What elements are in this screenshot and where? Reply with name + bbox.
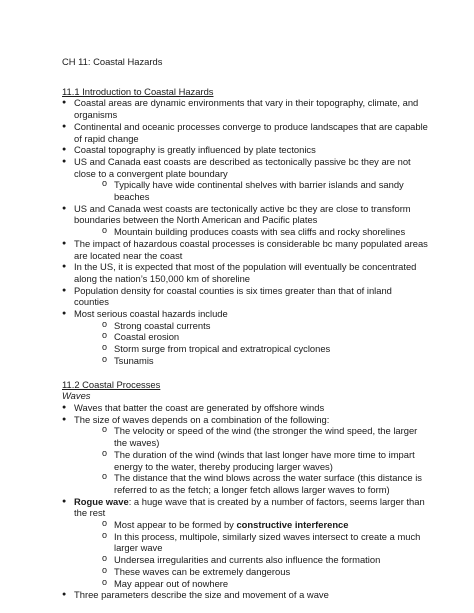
list-item: ● The impact of hazardous coastal processes is considerable bc many populated areas are located near the coast	[62, 238, 428, 261]
list-item-text: : a huge wave that is created by a number of factors, seems larger than the rest	[74, 495, 425, 519]
list-item-text: The size of waves depends on a combination of the following:	[74, 413, 330, 425]
bullet-list	[62, 97, 428, 366]
sub-list-item: o Strong coastal currents	[102, 320, 428, 332]
sub-list-item: o The velocity or speed of the wind (the stronger the wind speed, the larger the waves)	[102, 425, 428, 448]
bullet-list	[62, 402, 428, 601]
list-item-text: US and Canada west coasts are tectonically active bc they are close to transform boundaries between the North American and Pacific plates	[74, 202, 411, 226]
sub-list-item: o Tsunamis	[102, 355, 428, 367]
sub-list-item: o The duration of the wind (winds that last longer have more time to impart energy to the water, thereby producing larger waves)	[102, 449, 428, 472]
term-bold: constructive interference	[236, 519, 349, 531]
list-item	[62, 496, 428, 590]
list-item	[62, 414, 428, 496]
list-item-text: US and Canada east coasts are described as tectonically passive bc they are not close to a convergent plate boundary	[74, 155, 411, 179]
list-item	[62, 203, 428, 238]
list-item	[62, 156, 428, 203]
list-item: ● In the US, it is expected that most of the population will eventually be concentrated along the nation’s 150,000 km of shoreline	[62, 261, 428, 284]
sub-list-item	[102, 519, 428, 531]
sub-list-item: o Undersea irregularities and currents also influence the formation	[102, 554, 428, 566]
list-item: ● Coastal topography is greatly influenced by plate tectonics	[62, 144, 428, 156]
chapter-title: CH 11: Coastal Hazards	[62, 56, 163, 67]
sub-list	[102, 425, 428, 495]
sub-list-item: o In this process, multipole, similarly sized waves intersect to create a much larger wave	[102, 531, 428, 554]
sub-list-item: o These waves can be extremely dangerous	[102, 566, 428, 578]
list-item: ● Population density for coastal counties is six times greater than that of inland counties	[62, 285, 428, 308]
sub-list-item: o Coastal erosion	[102, 331, 428, 343]
list-item: ● Waves that batter the coast are generated by offshore winds	[62, 402, 428, 414]
sub-list	[102, 320, 428, 367]
sub-list	[102, 179, 428, 202]
sub-list-item: o Mountain building produces coasts with sea cliffs and rocky shorelines	[102, 226, 428, 238]
list-item: ● Coastal areas are dynamic environments that vary in their topography, climate, and organisms	[62, 97, 428, 120]
sub-list	[102, 519, 428, 589]
section-heading: 11.2 Coastal Processes	[62, 378, 161, 390]
sub-list-item: o Typically have wide continental shelves with barrier islands and sandy beaches	[102, 179, 428, 202]
subsection-heading: Waves	[62, 390, 91, 402]
list-item-text: Most serious coastal hazards include	[74, 308, 228, 320]
sub-list-item: o Storm surge from tropical and extratropical cyclones	[102, 343, 428, 355]
list-item	[62, 308, 428, 367]
sub-list-item: o May appear out of nowhere	[102, 578, 428, 590]
list-item: ● Continental and oceanic processes converge to produce landscapes that are capable of rapid change	[62, 121, 428, 144]
sub-list	[102, 226, 428, 238]
sub-item-text: Most appear to be formed by	[114, 519, 237, 531]
sub-list-item: o The distance that the wind blows across the water surface (this distance is referred to as the fetch; a longer fetch allows larger waves to form)	[102, 472, 428, 495]
section-heading: 11.1 Introduction to Coastal Hazards	[62, 85, 214, 97]
list-item: ● Three parameters describe the size and movement of a wave	[62, 589, 428, 601]
term-bold: Rogue wave	[74, 495, 129, 507]
